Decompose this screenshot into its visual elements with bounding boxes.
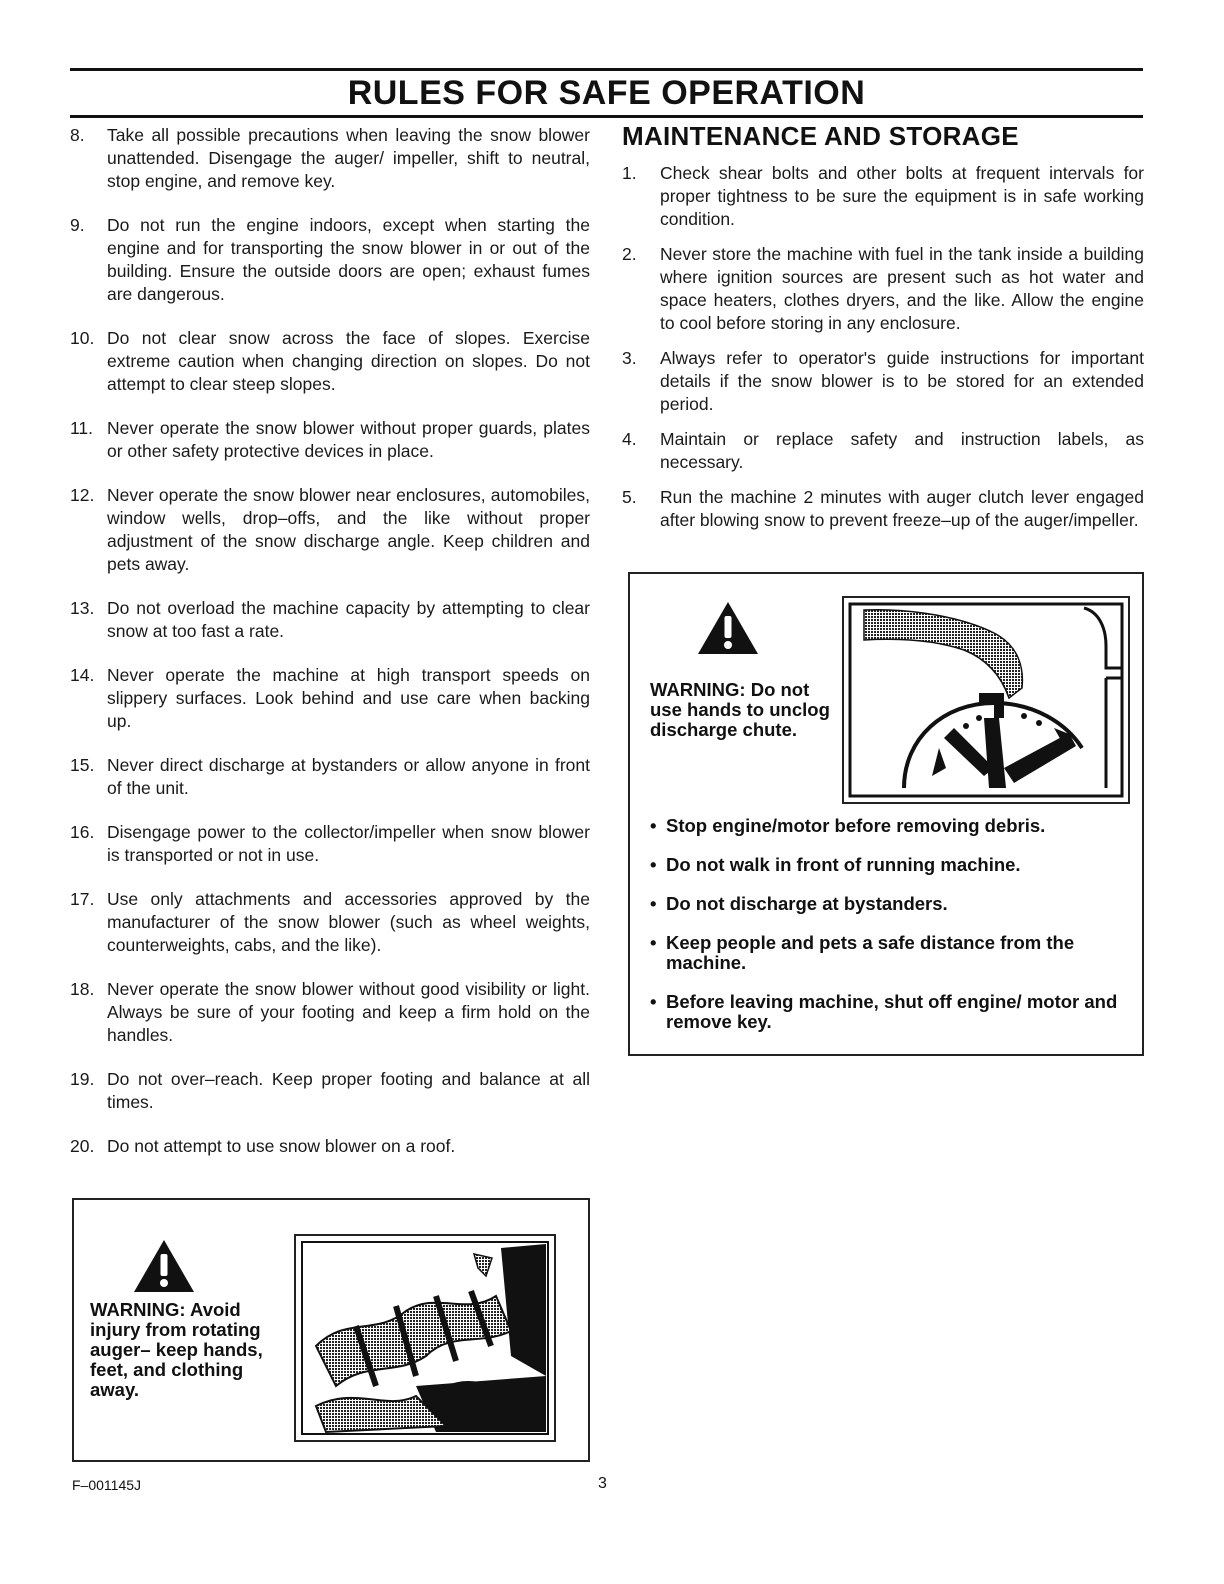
item-number: 15. [70,755,95,775]
item-number: 12. [70,485,95,505]
item-number: 5. [622,487,637,507]
auger-warning-text: WARNING: Avoid injury from rotating auger– keep hands, feet, and clothing away. [90,1299,263,1400]
chute-illustration [842,596,1130,804]
list-item [70,821,590,867]
item-number: 13. [70,598,95,618]
title-rule-bottom [70,115,1143,118]
bullet: • [650,893,657,914]
maintenance-list [622,162,1144,532]
item-text: Use only attachments and accessories approved by the manufacturer of the snow blower (such as wheel weights, counterweights, cabs, and the like). [107,889,590,955]
item-text: Never operate the snow blower near enclosures, automobiles, window wells, drop–offs, and the like without proper adjustment of the snow discharge angle. Keep children and pets away. [107,485,590,574]
title-rule-top [70,68,1143,71]
warning-triangle-icon [696,600,760,656]
bullet-text: Do not discharge at bystanders. [666,893,948,914]
item-text: Do not attempt to use snow blower on a roof. [107,1136,456,1156]
list-item [70,597,590,643]
list-item [70,754,590,800]
bullet-text: Before leaving machine, shut off engine/ motor and remove key. [666,991,1118,1032]
bullet-text: Stop engine/motor before removing debris. [666,815,1046,836]
item-number: 10. [70,328,95,348]
page-title: RULES FOR SAFE OPERATION [347,74,866,112]
bullet: • [650,815,657,836]
right-column [622,120,1144,544]
list-item [650,816,1126,836]
maintenance-heading: MAINTENANCE AND STORAGE [622,121,1019,151]
left-column [70,124,590,1179]
list-item [622,162,1144,231]
item-text: Do not clear snow across the face of slopes. Exercise extreme caution when changing direction on slopes. Do not attempt to clear steep slopes. [107,328,590,394]
rotating-auger-image [296,1236,554,1440]
list-item [70,888,590,957]
item-text: Never direct discharge at bystanders or allow anyone in front of the unit. [107,755,590,798]
bullet-text: Keep people and pets a safe distance from the machine. [666,932,1075,973]
item-number: 20. [70,1136,95,1156]
bullet-text: Do not walk in front of running machine. [666,854,1021,875]
item-text: Maintain or replace safety and instruction labels, as necessary. [660,429,1144,472]
item-number: 14. [70,665,95,685]
list-item [70,664,590,733]
item-number: 19. [70,1069,95,1089]
item-number: 1. [622,163,637,183]
auger-warning-box [72,1198,590,1462]
item-text: Run the machine 2 minutes with auger clutch lever engaged after blowing snow to prevent freeze–up of the auger/impeller. [660,487,1144,530]
list-item [622,428,1144,474]
item-text: Do not run the engine indoors, except when starting the engine and for transporting the snow blower in or out of the building. Ensure the outside doors are open; exhaust fumes are dangerous. [107,215,590,304]
list-item [70,978,590,1047]
list-item [650,992,1126,1032]
list-item [650,855,1126,875]
chute-bullet-list [650,816,1126,1051]
item-text: Always refer to operator's guide instructions for important details if the snow blower is to be stored for an extended period. [660,348,1144,414]
list-item [70,484,590,576]
item-text: Never store the machine with fuel in the tank inside a building where ignition sources are present such as hot water and space heaters, clothes dryers, and the like. Allow the engine to cool before storing in any enclosure. [660,244,1144,333]
list-item [70,214,590,306]
item-number: 11. [70,418,94,438]
item-text: Disengage power to the collector/impeller when snow blower is transported or not in use. [107,822,590,865]
auger-illustration [294,1234,556,1442]
item-text: Never operate the machine at high transport speeds on slippery surfaces. Look behind and use care when backing up. [107,665,590,731]
list-item [70,327,590,396]
item-number: 9. [70,215,85,235]
item-number: 2. [622,244,637,264]
chute-warning-text: WARNING: Do not use hands to unclog discharge chute. [650,679,830,740]
item-number: 18. [70,979,95,999]
item-number: 17. [70,889,95,909]
list-item [70,1135,590,1158]
list-item [650,894,1126,914]
document-code: F–001145J [72,1477,142,1493]
list-item [70,417,590,463]
chute-warning-box [628,572,1144,1056]
item-number: 3. [622,348,637,368]
warning-triangle-icon [132,1238,196,1294]
item-text: Take all possible precautions when leaving the snow blower unattended. Disengage the auger/ impeller, shift to neutral, stop engine, and remove key. [107,125,590,191]
page-number: 3 [598,1475,607,1492]
item-text: Check shear bolts and other bolts at frequent intervals for proper tightness to be sure the equipment is in safe working condition. [660,163,1144,229]
item-text: Do not overload the machine capacity by attempting to clear snow at too fast a rate. [107,598,590,641]
item-text: Never operate the snow blower without proper guards, plates or other safety protective devices in place. [107,418,590,461]
discharge-chute-image [844,598,1128,802]
item-number: 8. [70,125,85,145]
safety-rules-list [70,124,590,1158]
item-number: 4. [622,429,637,449]
list-item [650,933,1126,973]
item-text: Never operate the snow blower without good visibility or light. Always be sure of your footing and keep a firm hold on the handles. [107,979,590,1045]
list-item [70,124,590,193]
item-number: 16. [70,822,95,842]
list-item [622,347,1144,416]
item-text: Do not over–reach. Keep proper footing and balance at all times. [107,1069,590,1112]
list-item [622,486,1144,532]
list-item [622,243,1144,335]
bullet: • [650,932,657,953]
bullet: • [650,991,657,1012]
list-item [70,1068,590,1114]
bullet: • [650,854,657,875]
